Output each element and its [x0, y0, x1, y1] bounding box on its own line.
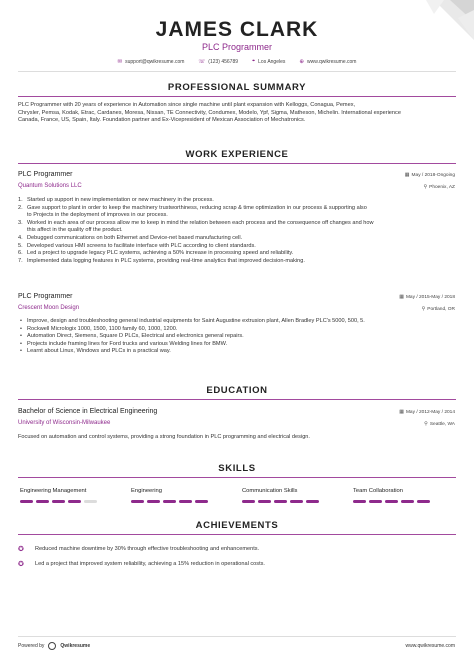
contact-location [252, 58, 285, 65]
school-name: University of Wisconsin-Milwaukee [18, 420, 111, 426]
skill-rating-segment [290, 500, 303, 503]
section-title-achievements: ACHIEVEMENTS [195, 520, 279, 531]
skill-rating-segment [369, 500, 382, 503]
summary-line: PLC Programmer with 20 years of experience in Automation since single machine until plant expansion with Kelloggs, Conagua, Pemex, [18, 102, 356, 108]
divider [18, 71, 456, 72]
summary-line: Canada, France, US, Spain, Italy. Foundation partner and Ex-Vicepresident of Mexican Association of Mechatronics. [18, 117, 306, 124]
list-item: • Projects include framing lines for Ford trucks and various Welding lines for BMW. [20, 340, 228, 347]
skill-rating-segment [179, 500, 192, 503]
section-title-experience: WORK EXPERIENCE [185, 149, 289, 160]
job-location [422, 306, 455, 312]
skill-rating [20, 500, 97, 503]
footer-powered-by [18, 642, 90, 650]
list-item: to Projects in the deployment of improves in our process. [27, 212, 168, 219]
job-dates [405, 172, 455, 178]
brand-name[interactable]: Qwikresume [60, 643, 91, 649]
section-underline [18, 399, 456, 400]
summary-line: Chrysler, Pemsa, Kodak, Etrac, Cardanes, Moresa, Nissan, TE Connectivity, Condumex, Modelo, Ypf, Sigma, Matheson, Michelin. International experience [18, 109, 401, 116]
skill-rating-segment [353, 500, 366, 503]
list-item: • Rockwell Micrologix 1000, 1500, 1100 family 60, 1000, 1200. [20, 325, 178, 332]
skill-rating-segment [258, 500, 271, 503]
website-text: www.qwikresume.com [307, 58, 357, 65]
skill-rating-segment [36, 500, 49, 503]
skill-rating-segment [417, 500, 430, 503]
skill-rating-segment [274, 500, 287, 503]
medal-icon: ✪ [18, 561, 24, 568]
calendar-icon: ▦ [399, 409, 404, 415]
skill-rating [242, 500, 319, 503]
calendar-icon: ▦ [404, 172, 410, 178]
skill-rating-segment [52, 500, 65, 503]
calendar-icon: ▦ [399, 294, 404, 300]
list-item: 1. Started up support in new implementation or new machinery in the process. [18, 197, 214, 203]
list-item: 7. Implemented data logging features in PLC systems, providing real-time analytics that improved decision-making. [18, 257, 305, 264]
footer-website[interactable]: www.qwikresume.com [405, 643, 455, 649]
section-underline [18, 163, 456, 164]
envelope-icon: ✉ [117, 58, 123, 65]
contact-email[interactable] [118, 58, 185, 65]
location-text: Los Angeles [258, 58, 286, 65]
contact-website[interactable] [299, 58, 356, 65]
skill-rating-segment [163, 500, 176, 503]
pin-icon: ⚲ [421, 306, 426, 312]
job-bullets [18, 318, 458, 356]
map-pin-icon: ⌖ [252, 58, 256, 64]
list-item: • Learnt about Linux, Windows and PLCs in a practical way. [20, 348, 171, 355]
job-dates [399, 294, 455, 300]
candidate-title: PLC Programmer [201, 42, 273, 52]
phone-text: (123) 456789 [208, 58, 239, 65]
list-item: this affect in the quality off the product. [27, 227, 123, 234]
skill-rating-segment [401, 500, 414, 503]
education-description: Focused on automation and control systems, providing a strong foundation in PLC programming and electrical design. [18, 434, 310, 440]
achievement-text: Led a project that improved system reliability, achieving a 15% reduction in operational costs. [35, 561, 265, 567]
job-title: PLC Programmer [18, 293, 73, 300]
job-title: PLC Programmer [18, 171, 73, 178]
pin-icon: ⚲ [424, 421, 428, 427]
section-title-skills: SKILLS [218, 463, 256, 474]
candidate-name: JAMES CLARK [155, 18, 319, 41]
section-title-education: EDUCATION [206, 385, 268, 396]
skill-rating-segment [306, 500, 319, 503]
skill-rating-segment [84, 500, 97, 503]
achievement-item [18, 545, 259, 553]
section-underline [18, 96, 456, 97]
pin-icon: ⚲ [423, 184, 428, 190]
company-name: Crescent Moon Design [18, 305, 80, 311]
list-item: 2. Gave support to plant in order to keep the machinery trustworthiness, reducing scrap & time optimization in our process & supporting also [18, 204, 367, 211]
skill-rating [131, 500, 208, 503]
powered-by-label: Powered by [18, 643, 45, 649]
achievement-text: Reduced machine downtime by 30% through effective troubleshooting and enhancements. [35, 546, 260, 552]
job-location-text: Portland, OR [427, 307, 455, 312]
email-text: support@qwikresume.com [125, 58, 185, 65]
skill-name: Engineering [131, 488, 162, 494]
summary-text [18, 102, 458, 125]
list-item: 5. Developed various HMI screens to facilitate interface with PLC according to client standards. [18, 242, 256, 249]
achievement-item [18, 560, 265, 568]
globe-icon: ⊕ [299, 58, 304, 65]
skill-name: Engineering Management [20, 488, 87, 494]
job-dates-text: May / 2018-Ongoing [411, 173, 455, 178]
list-item: 4. Debugged communications on both Ethernet and Device-net based manufacturing cell. [18, 234, 243, 241]
section-underline [18, 534, 456, 535]
footer-divider [18, 636, 456, 637]
skill-rating [353, 500, 430, 503]
qwikresume-logo-icon [48, 642, 56, 650]
company-name: Quantum Solutions LLC [18, 183, 82, 189]
education-dates-text: May / 2012-May / 2014 [405, 410, 455, 415]
job-location-text: Phoenix, AZ [429, 185, 455, 190]
section-title-summary: PROFESSIONAL SUMMARY [167, 82, 307, 93]
phone-icon: ☏ [198, 58, 206, 65]
degree-title: Bachelor of Science in Electrical Engineering [18, 408, 158, 415]
skill-name: Communication Skills [242, 488, 298, 494]
list-item: • Improve, design and troubleshooting general industrial equipments for Saint Augustine extrusion plant, Allen Bradley PLC's 5000, 500, 5. [20, 318, 365, 324]
skill-rating-segment [147, 500, 160, 503]
skill-rating-segment [68, 500, 81, 503]
list-item: 3. Worked in each area of our process allow me to keep in mind the relation between each process and the consequence off changes and how [18, 219, 374, 226]
skill-rating-segment [385, 500, 398, 503]
medal-icon: ✪ [18, 546, 24, 553]
job-dates-text: May / 2015-May / 2018 [405, 295, 455, 300]
skill-name: Team Collaboration [353, 488, 403, 494]
skill-rating-segment [131, 500, 144, 503]
list-item: • Automation Direct, Siemens, Square D PLCs, Electrical and electronics general repairs. [20, 333, 244, 340]
job-location [423, 184, 455, 190]
skill-rating-segment [242, 500, 255, 503]
list-item: 6. Led a project to upgrade legacy PLC systems, achieving a 50% increase in processing speed and reliability. [18, 250, 294, 257]
section-underline [18, 477, 456, 478]
job-bullets [18, 197, 458, 265]
skill-rating-segment [195, 500, 208, 503]
skill-rating-segment [20, 500, 33, 503]
contact-phone[interactable] [198, 58, 238, 65]
education-location-text: Seattle, WA [429, 422, 455, 427]
education-location [424, 421, 455, 427]
contact-bar [0, 58, 474, 65]
education-dates [399, 409, 455, 415]
